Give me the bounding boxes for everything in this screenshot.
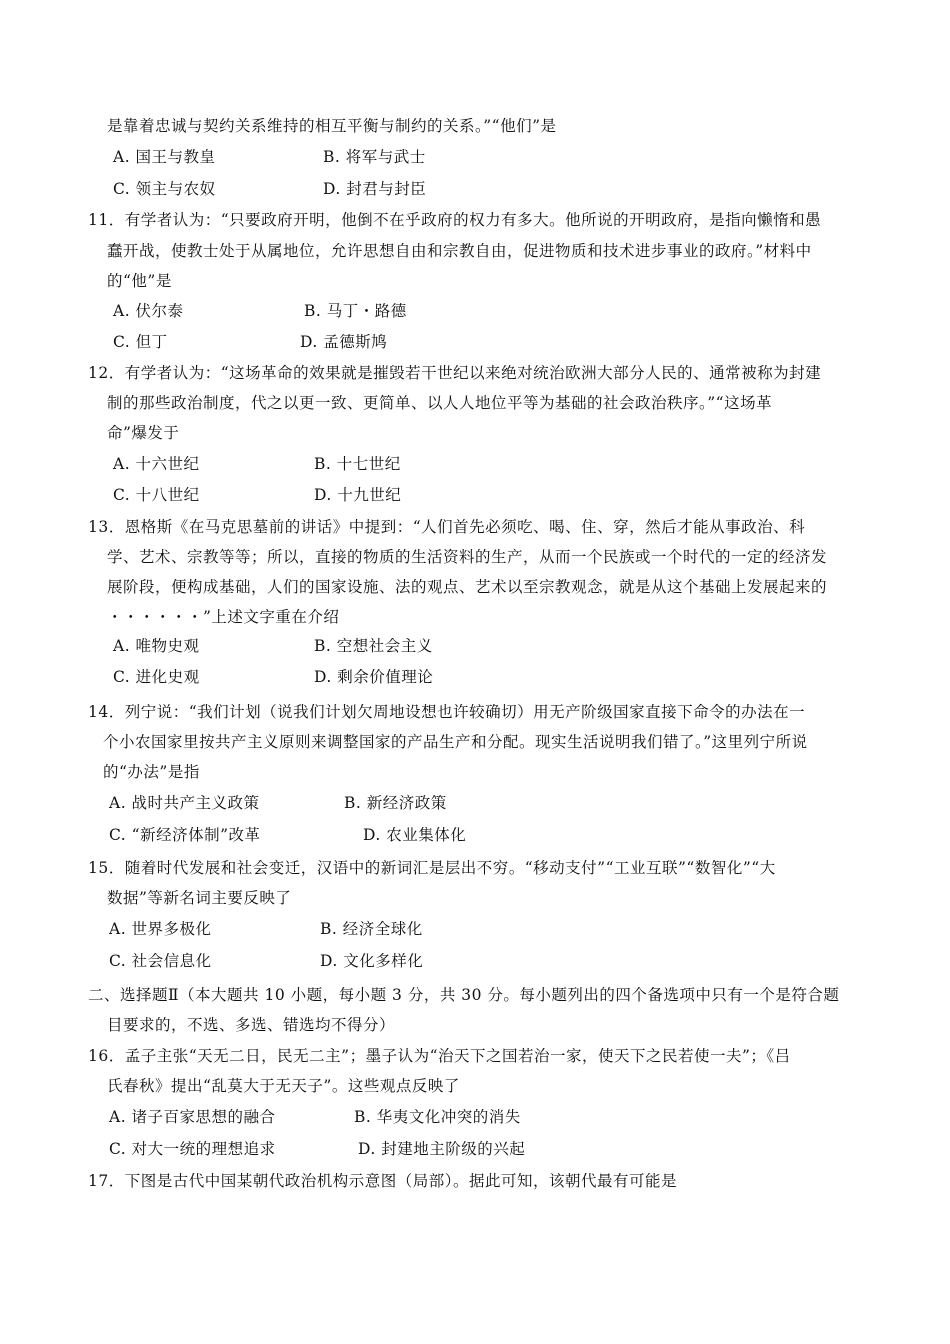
q13-stem-line4: ・・・・・・”上述文字重在介绍	[107, 608, 340, 626]
q10-option-d: D. 封君与封臣	[323, 180, 427, 198]
q14-option-b: B. 新经济政策	[344, 794, 447, 812]
q16-option-d: D. 封建地主阶级的兴起	[358, 1140, 526, 1158]
q11-option-a: A. 伏尔泰	[113, 302, 184, 320]
q13-option-b: B. 空想社会主义	[314, 637, 433, 655]
section2-heading-line2: 目要求的，不选、多选、错选均不得分）	[107, 1016, 396, 1034]
q15-option-a: A. 世界多极化	[109, 920, 212, 938]
q10-option-c: C. 领主与农奴	[113, 180, 216, 198]
q14-stem-line3: 的“办法”是指	[103, 763, 200, 781]
q12-stem-line3: 命”爆发于	[107, 424, 180, 442]
q10-option-a: A. 国王与教皇	[113, 148, 216, 166]
q16-stem-line2: 氏春秋》提出“乱莫大于无天子”。这些观点反映了	[107, 1077, 460, 1095]
q14-option-c: C. “新经济体制”改革	[109, 826, 261, 844]
q15-option-c: C. 社会信息化	[109, 952, 212, 970]
q12-stem-line1: 12．有学者认为：“这场革命的效果就是摧毁若干世纪以来绝对统治欧洲大部分人民的、通常被称为封建	[88, 364, 822, 382]
q11-stem-line2: 蠢开战，使教士处于从属地位，允许思想自由和宗教自由，促进物质和技术进步事业的政府。”材料中	[107, 242, 812, 260]
q11-option-d: D. 孟德斯鸠	[300, 333, 388, 351]
q13-stem-line3: 展阶段，便构成基础，人们的国家设施、法的观点、艺术以至宗教观念，就是从这个基础上发展起来的	[107, 578, 828, 596]
q13-option-d: D. 剩余价值理论	[314, 668, 434, 686]
q16-option-b: B. 华夷文化冲突的消失	[354, 1108, 521, 1126]
q16-option-c: C. 对大一统的理想追求	[109, 1140, 276, 1158]
q13-option-c: C. 进化史观	[113, 668, 200, 686]
q11-option-c: C. 但丁	[113, 333, 168, 351]
q14-option-a: A. 战时共产主义政策	[109, 794, 260, 812]
q17-stem-line1: 17．下图是古代中国某朝代政治机构示意图（局部）。据此可知，该朝代最有可能是	[88, 1172, 677, 1190]
q15-stem-line1: 15．随着时代发展和社会变迁，汉语中的新词汇是层出不穷。“移动支付”“工业互联”“数智化”“大	[88, 859, 776, 877]
q16-stem-line1: 16．孟子主张“天无二日，民无二主”；墨子认为“治天下之国若治一家，使天下之民若使一夫”；《吕	[88, 1047, 791, 1065]
q12-stem-line2: 制的那些政治制度，代之以更一致、更简单、以人人地位平等为基础的社会政治秩序。”“这场革	[107, 394, 773, 412]
q12-option-c: C. 十八世纪	[113, 486, 200, 504]
q12-option-d: D. 十九世纪	[314, 486, 402, 504]
q14-stem-line1: 14．列宁说：“我们计划（说我们计划欠周地设想也许较确切）用无产阶级国家直接下命令的办法在一	[88, 703, 806, 721]
q13-stem-line1: 13．恩格斯《在马克思墓前的讲话》中提到：“人们首先必须吃、喝、住、穿，然后才能从事政治、科	[88, 518, 806, 536]
q16-option-a: A. 诸子百家思想的融合	[109, 1108, 276, 1126]
q13-option-a: A. 唯物史观	[113, 637, 200, 655]
q10-stem-tail: 是靠着忠诚与契约关系维持的相互平衡与制约的关系。”“他们”是	[107, 117, 557, 135]
q14-option-d: D. 农业集体化	[363, 826, 467, 844]
q12-option-b: B. 十七世纪	[314, 455, 401, 473]
q15-option-b: B. 经济全球化	[320, 920, 423, 938]
q10-option-b: B. 将军与武士	[323, 148, 426, 166]
section2-heading-line1: 二、选择题Ⅱ（本大题共 10 小题，每小题 3 分，共 30 分。每小题列出的四个备选项中只有一个是符合题	[88, 986, 840, 1004]
q15-option-d: D. 文化多样化	[320, 952, 424, 970]
q11-stem-line1: 11．有学者认为：“只要政府开明，他倒不在乎政府的权力有多大。他所说的开明政府，是指向懒惰和愚	[88, 211, 822, 229]
q11-option-b: B. 马丁・路德	[304, 302, 407, 320]
q11-stem-line3: 的“他”是	[107, 272, 172, 290]
q13-stem-line2: 学、艺术、宗教等等；所以，直接的物质的生活资料的生产，从而一个民族或一个时代的一定的经济发	[107, 548, 828, 566]
q15-stem-line2: 数据”等新名词主要反映了	[107, 889, 292, 907]
q12-option-a: A. 十六世纪	[113, 455, 200, 473]
q14-stem-line2: 个小农国家里按共产主义原则来调整国家的产品生产和分配。现实生活说明我们错了。”这里列宁所说	[103, 733, 808, 751]
